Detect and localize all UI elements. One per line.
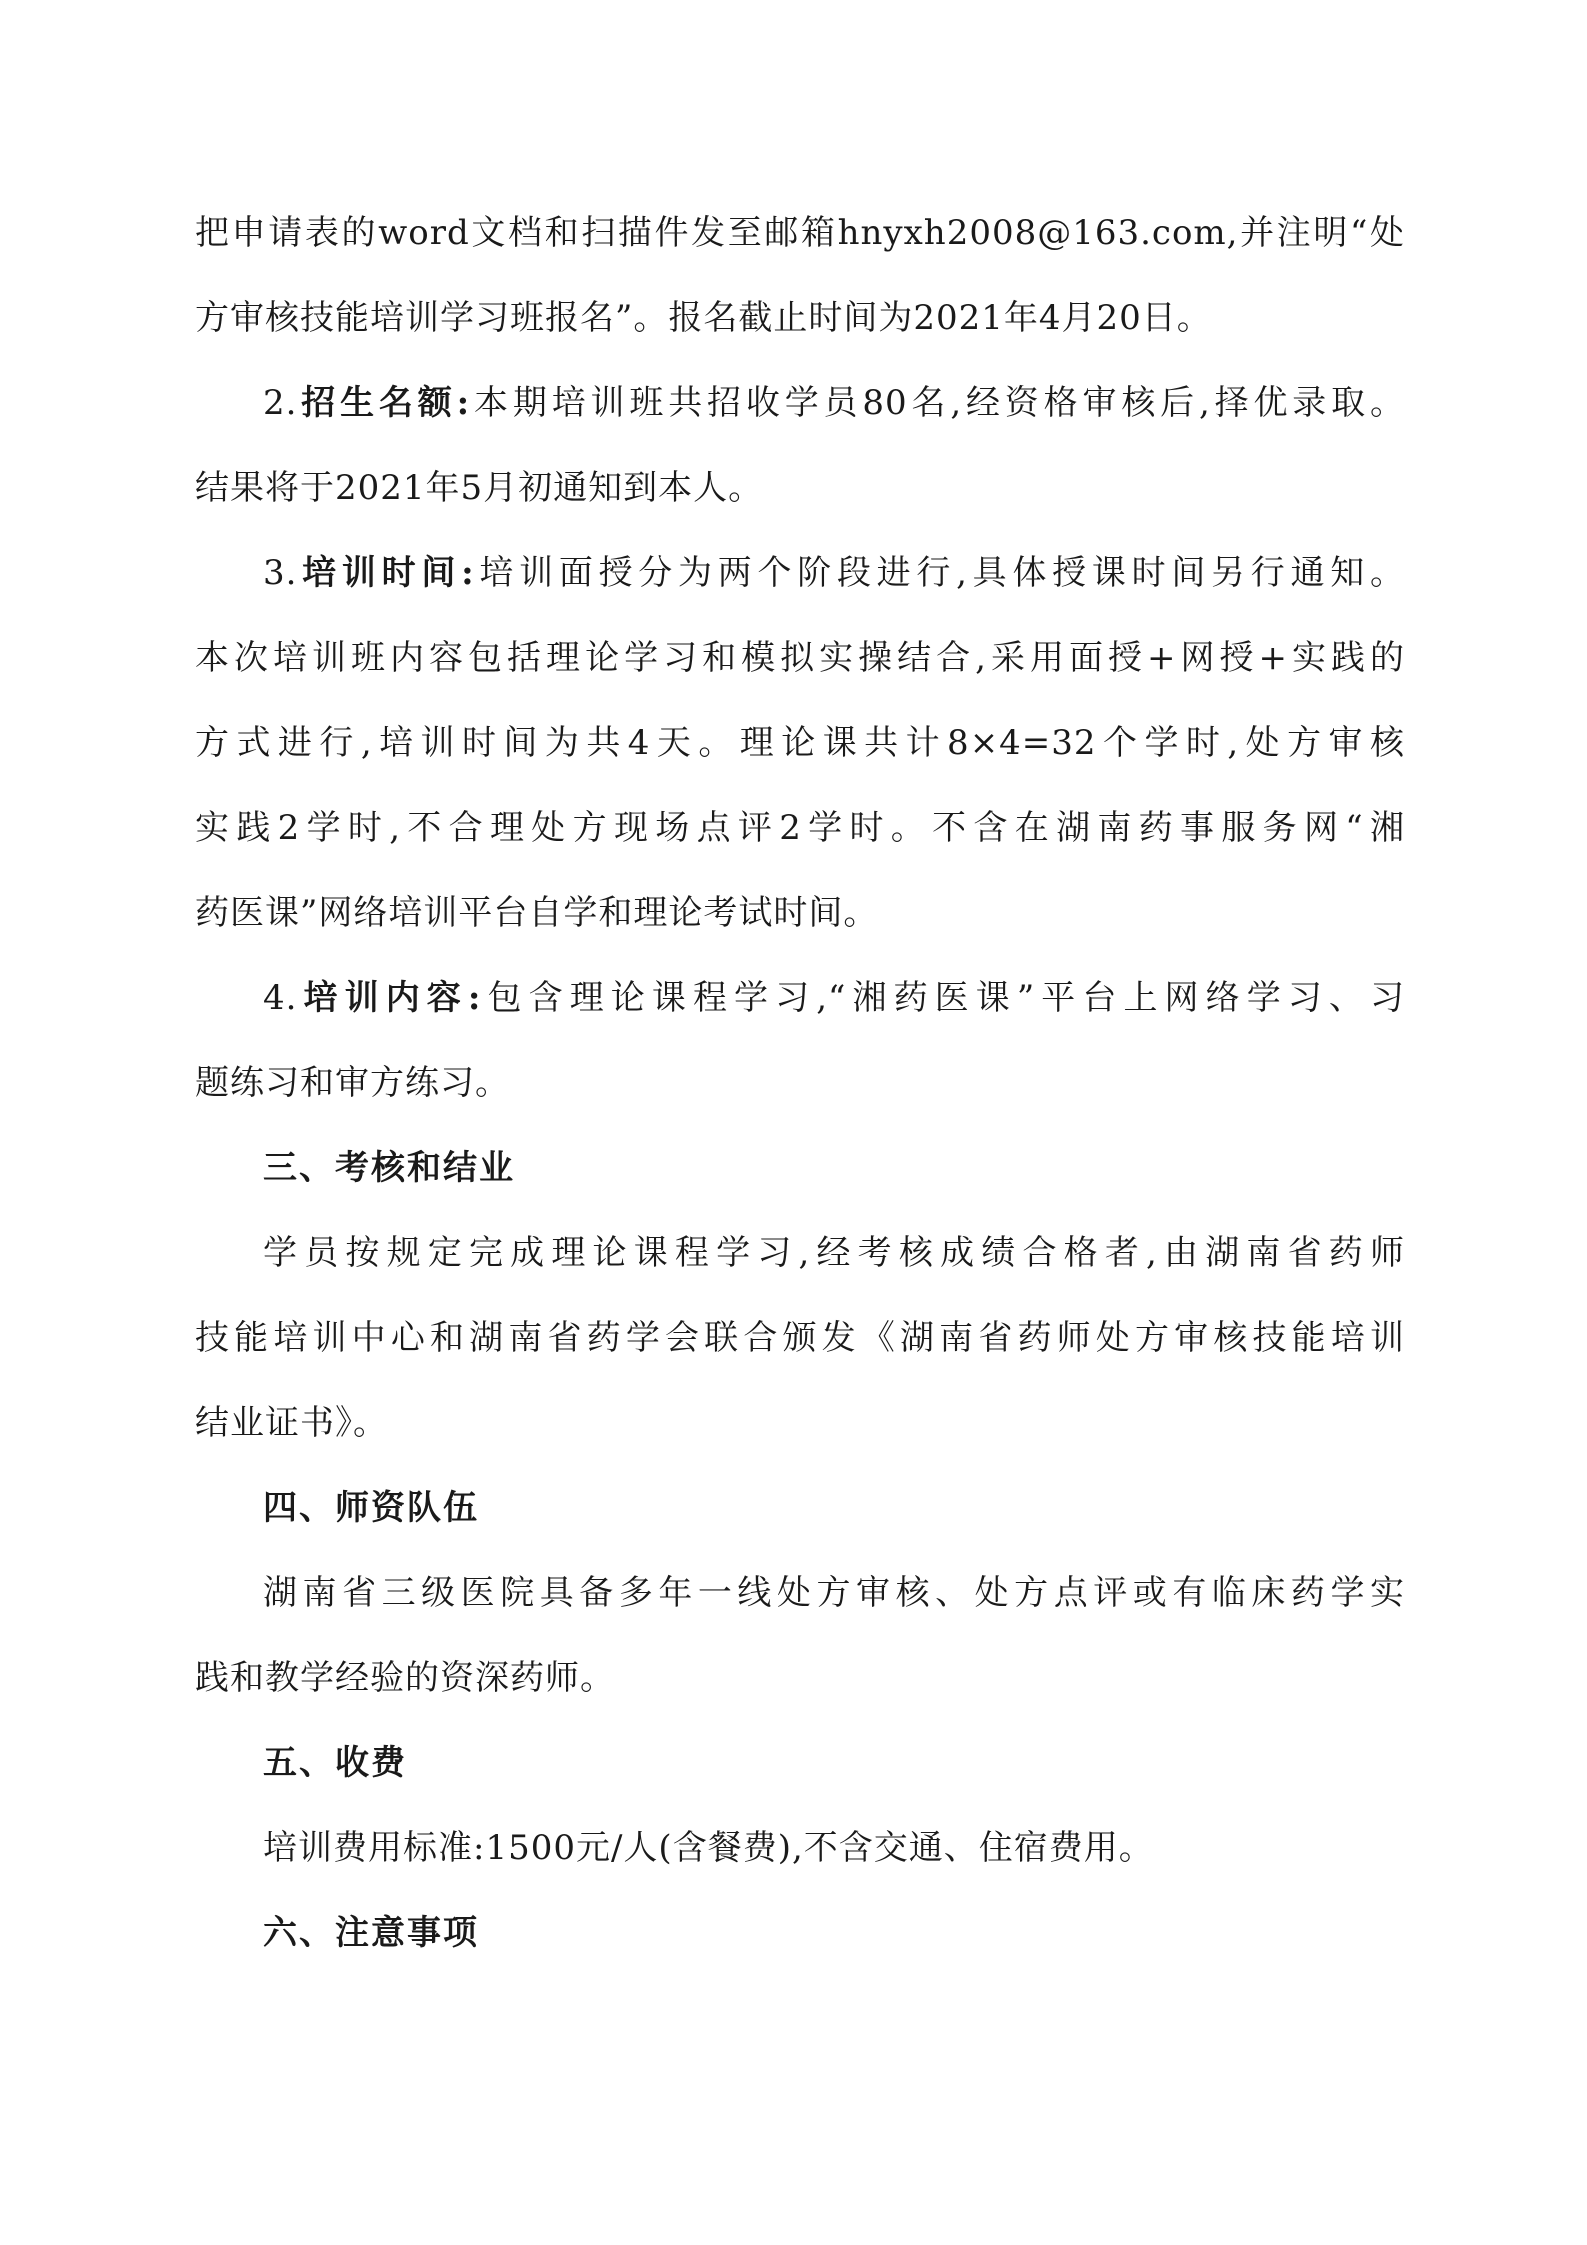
- section-heading: 三、考核和结业: [263, 1148, 515, 1188]
- item-text: 包含理论课程学习,“湘药医课”平台上网络学习、习: [481, 978, 1405, 1018]
- paragraph-line: 药医课”网络培训平台自学和理论考试时间。: [195, 893, 879, 933]
- item-text: 培训面授分为两个阶段进行,具体授课时间另行通知。: [474, 553, 1405, 593]
- paragraph-line: 结业证书》。: [195, 1403, 388, 1443]
- enrollment-quota-line: [263, 379, 1405, 427]
- paragraph-line: 结果将于2021年5月初通知到本人。: [195, 468, 764, 508]
- item-label: 招生名额:: [297, 383, 471, 423]
- item-label: 培训内容:: [297, 978, 482, 1018]
- paragraph-line: 方审核技能培训学习班报名”。报名截止时间为2021年4月20日。: [195, 298, 1212, 338]
- paragraph-line: 本次培训班内容包括理论学习和模拟实操结合,采用面授+网授+实践的: [195, 638, 1405, 678]
- training-time-line: [263, 549, 1405, 597]
- paragraph-line: 方式进行,培训时间为共4天。理论课共计8×4=32个学时,处方审核: [195, 723, 1405, 763]
- paragraph-line: 培训费用标准:1500元/人(含餐费),不含交通、住宿费用。: [263, 1828, 1154, 1868]
- paragraph-line: 湖南省三级医院具备多年一线处方审核、处方点评或有临床药学实: [263, 1573, 1405, 1613]
- section-heading: 四、师资队伍: [263, 1488, 479, 1528]
- item-number: 3.: [263, 553, 298, 593]
- section-heading: 六、注意事项: [263, 1913, 479, 1953]
- training-content-line: [263, 974, 1405, 1022]
- item-label: 培训时间:: [297, 553, 475, 593]
- item-number: 4.: [263, 978, 298, 1018]
- item-text: 本期培训班共招收学员80名,经资格审核后,择优录取。: [470, 383, 1405, 423]
- paragraph-line: 技能培训中心和湖南省药学会联合颁发《湖南省药师处方审核技能培训: [195, 1318, 1405, 1358]
- paragraph-line: 学员按规定完成理论课程学习,经考核成绩合格者,由湖南省药师: [263, 1233, 1405, 1273]
- section-heading: 五、收费: [263, 1743, 407, 1783]
- paragraph-line: 把申请表的word文档和扫描件发至邮箱hnyxh2008@163.com,并注明“处: [195, 213, 1405, 253]
- paragraph-line: 践和教学经验的资深药师。: [195, 1658, 615, 1698]
- paragraph-line: 实践2学时,不合理处方现场点评2学时。不含在湖南药事服务网“湘: [195, 808, 1405, 848]
- item-number: 2.: [263, 383, 298, 423]
- paragraph-line: 题练习和审方练习。: [195, 1063, 510, 1103]
